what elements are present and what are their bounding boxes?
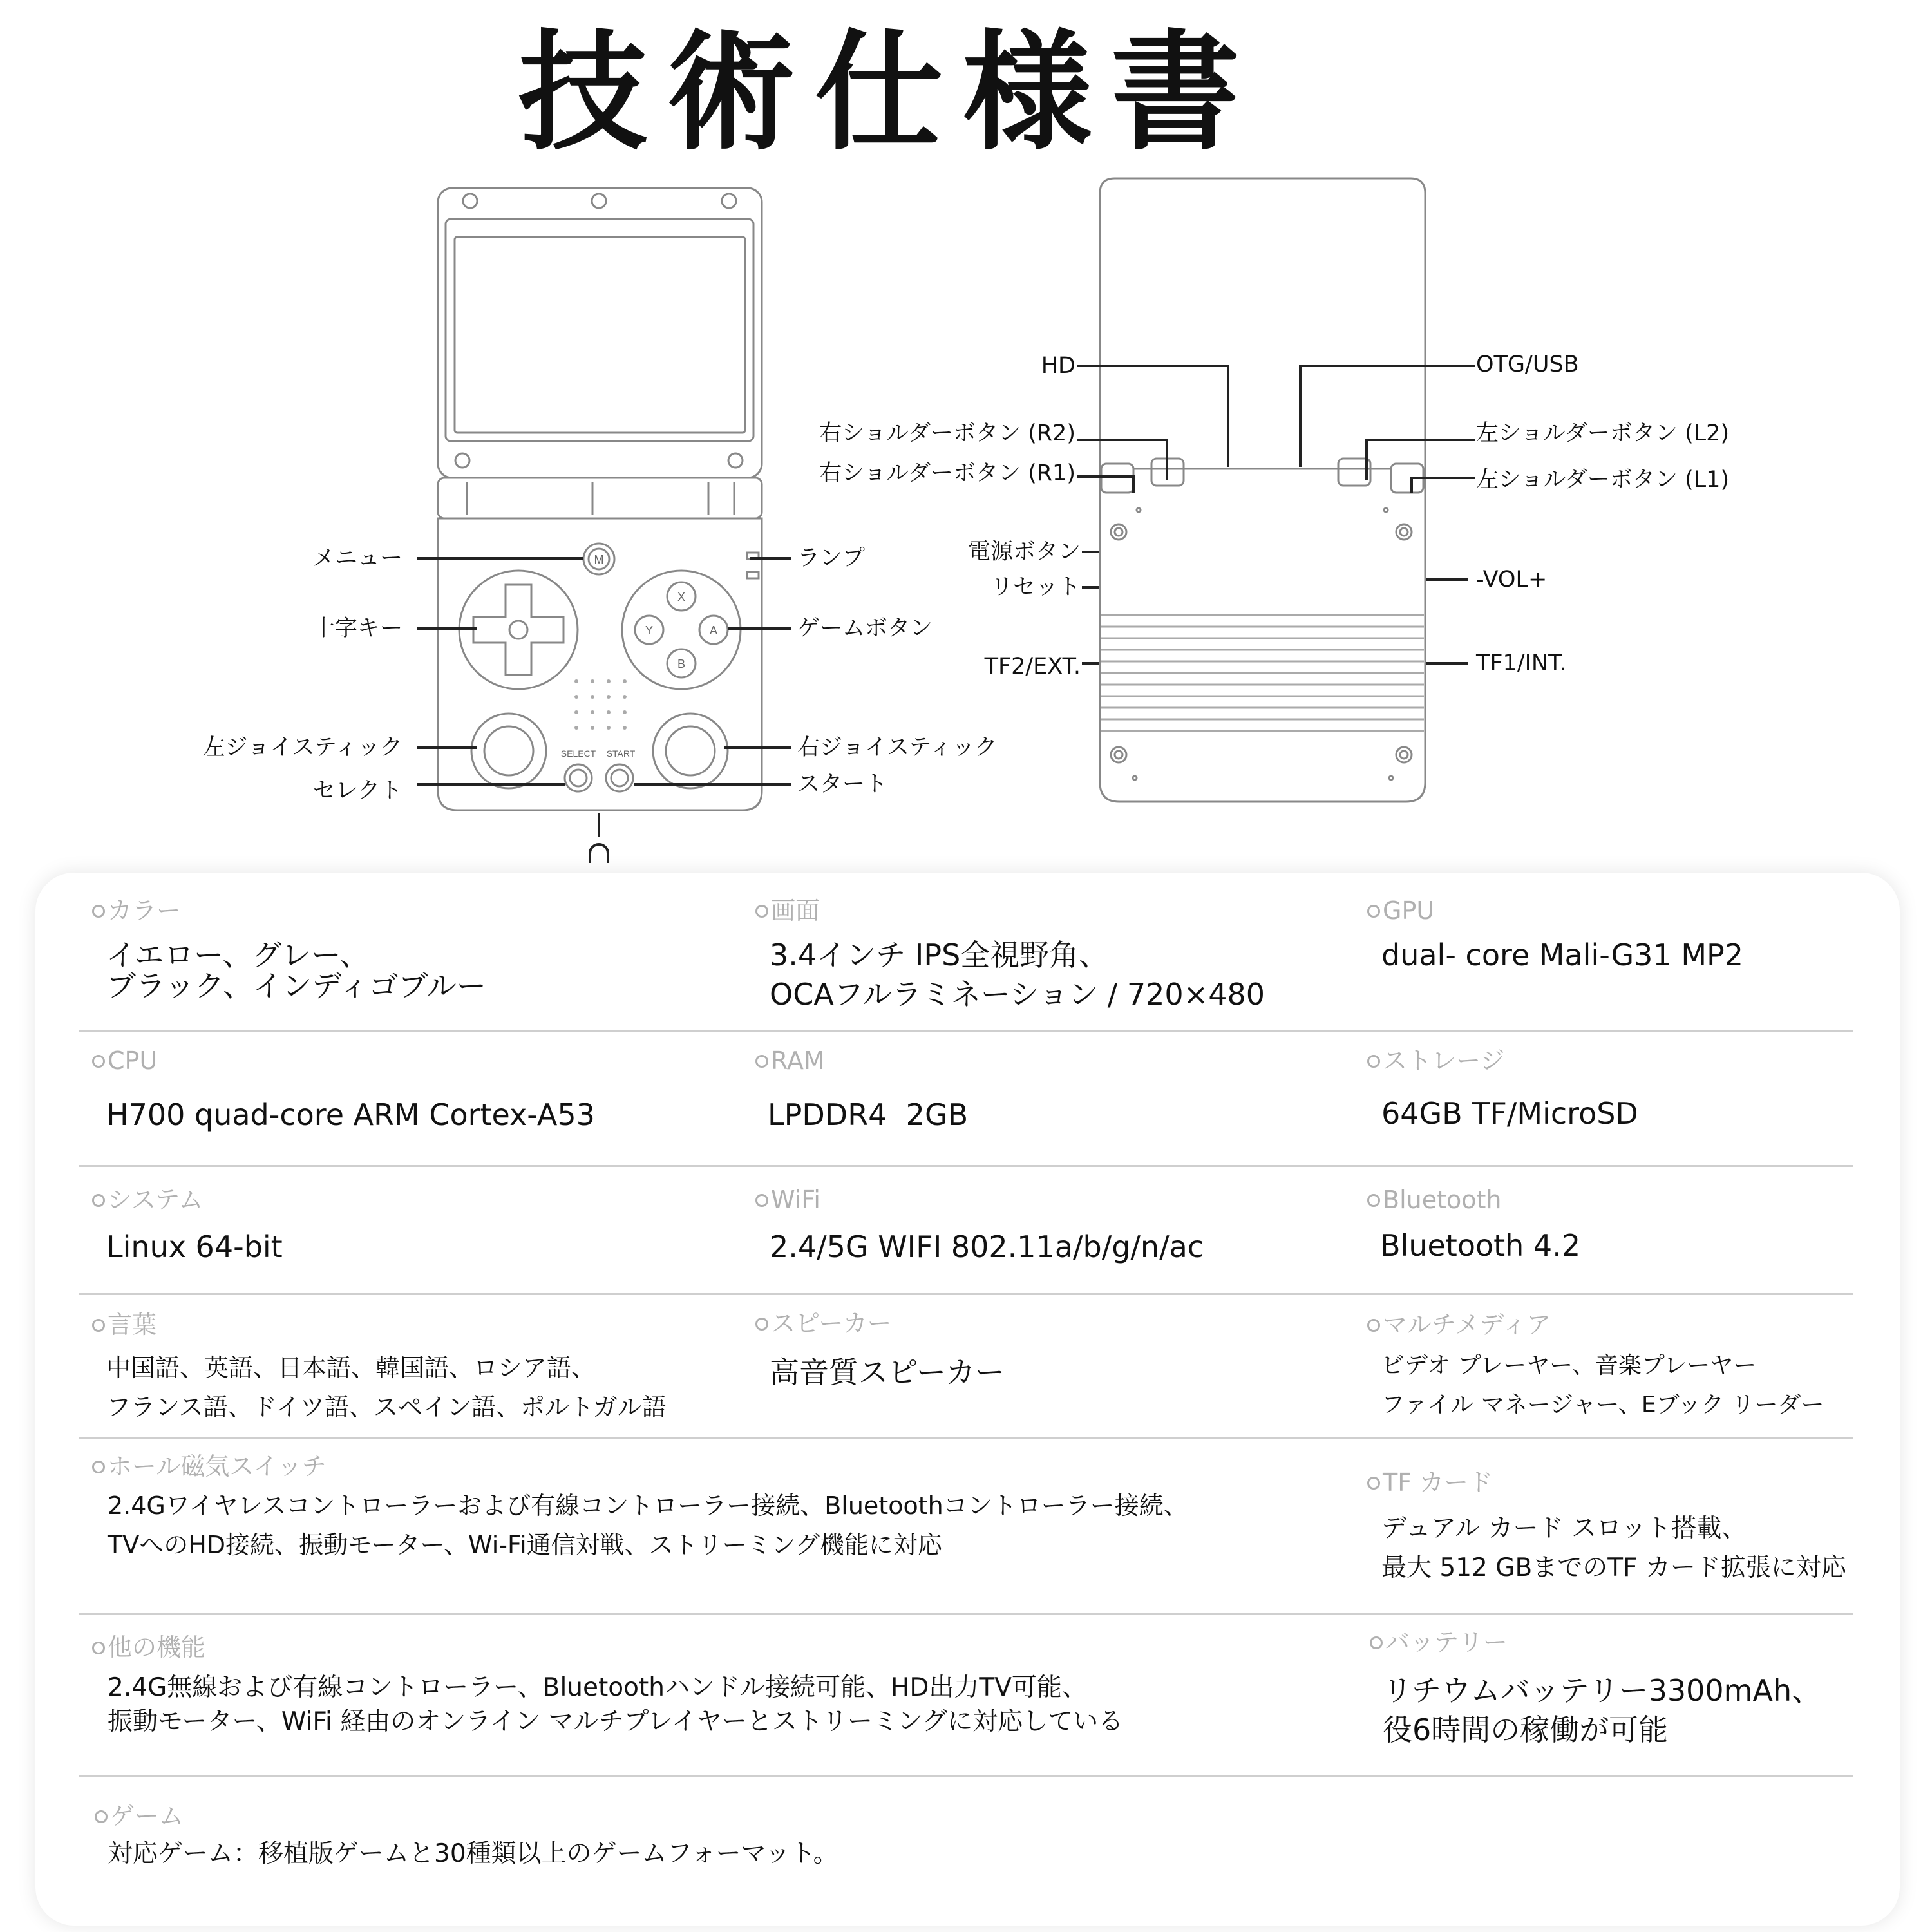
spec-label-multimedia: マルチメディア [1367,1311,1551,1339]
spec-label-system: システム [92,1186,203,1214]
spec-value-battery: リチウムバッテリー3300mAh、 役6時間の稼働が可能 [1383,1673,1822,1747]
spec-label-color: カラー [92,896,181,925]
spec-label-cpu: CPU [92,1046,157,1075]
spec-label-bluetooth: Bluetooth [1367,1186,1501,1214]
spec-value-wifi: 2.4/5G WIFI 802.11a/b/g/n/ac [770,1229,1204,1264]
spec-label-speaker: スピーカー [755,1309,892,1338]
label-select: セレクト [312,778,402,804]
start-print: START [606,748,636,759]
spec-label-game: ゲーム [95,1802,184,1830]
spec-value-system: Linux 64-bit [106,1229,283,1264]
spec-label-tf: TF カード [1367,1468,1493,1497]
divider [79,1437,1853,1439]
label-right-stick: 右ジョイスティック [797,735,998,761]
select-print: SELECT [560,748,596,759]
button-a: A [709,624,718,637]
label-r1: 右ショルダーボタン (R1) [819,460,1075,486]
label-power: 電源ボタン [967,539,1081,565]
spec-value-language: 中国語、英語、日本語、韓国語、ロシア語、 フランス語、ドイツ語、スペイン語、ポルトガル語 [106,1354,667,1421]
divider [79,1613,1853,1615]
spec-value-ram: LPDDR4 2GB [768,1097,969,1132]
label-left-stick: 左ジョイスティック [202,735,402,761]
label-tf2: TF2/EXT. [984,654,1081,679]
label-r2: 右ショルダーボタン (R2) [819,421,1075,446]
button-m: M [594,553,604,566]
spec-label-hall: ホール磁気スイッチ [92,1452,327,1481]
label-l1: 左ショルダーボタン (L1) [1476,467,1730,493]
front-device [438,188,762,810]
divider [79,1775,1853,1777]
spec-label-ram: RAM [755,1046,825,1075]
button-y: Y [645,624,654,637]
spec-label-wifi: WiFi [755,1186,820,1214]
label-menu: メニュー [312,545,402,571]
heatsink-fins [1101,615,1424,731]
label-vol: -VOL+ [1476,567,1548,592]
divider [79,1165,1853,1167]
abxy-ring [622,571,741,689]
button-x: X [677,591,686,603]
divider [79,1030,1853,1032]
spec-value-gpu: dual- core Mali-G31 MP2 [1381,938,1744,972]
dpad [473,585,564,675]
spec-value-color: イエロー、グレー、 ブラック、インディゴブルー [106,938,486,1003]
spec-value-screen: 3.4インチ IPS全視野角、 OCAフルラミネーション / 720×480 [770,938,1265,1012]
headphone-icon [590,844,608,863]
spec-value-hall: 2.4Gワイヤレスコントローラーおよび有線コントローラー接続、Bluetoothコントローラー接続、 TVへのHD接続、振動モーター、Wi-Fi通信対戦、ストリーミング機能に対応 [108,1492,1188,1559]
label-tf1: TF1/INT. [1476,650,1567,676]
spec-label-gpu: GPU [1367,896,1434,925]
button-b: B [677,658,686,670]
divider [79,1293,1853,1295]
spec-label-screen: 画面 [755,896,820,925]
spec-value-tf: デュアル カード スロット搭載、 最大 512 GBまでのTF カード拡張に対応 [1381,1514,1846,1582]
spec-value-bluetooth: Bluetooth 4.2 [1380,1228,1581,1263]
spec-value-cpu: H700 quad-core ARM Cortex-A53 [106,1097,595,1132]
label-reset: リセット [990,574,1081,600]
label-game-buttons: ゲームボタン [797,616,933,641]
back-leader-lines [1077,366,1475,663]
spec-value-multimedia: ビデオ プレーヤー、音楽プレーヤー ファイル マネージャー、Eブック リーダー [1381,1352,1824,1418]
label-l2: 左ショルダーボタン (L2) [1476,421,1730,446]
dpad-ring [459,571,578,689]
label-dpad: 十字キー [312,616,402,641]
spec-label-battery: バッテリー [1370,1628,1508,1656]
page-title: 技術仕様書 [518,18,1259,168]
spec-label-language: 言葉 [92,1311,156,1339]
label-start: スタート [797,772,888,797]
label-lamp: ランプ [797,545,866,571]
spec-value-other: 2.4G無線および有線コントローラー、Bluetoothハンドル接続可能、HD出力TV可能、 振動モーター、WiFi 経由のオンライン マルチプレイヤーとストリーミングに対応している [108,1673,1124,1736]
label-otg: OTG/USB [1476,352,1579,377]
spec-value-game: 対応ゲーム：移植版ゲームと30種類以上のゲームフォーマット。 [108,1839,838,1868]
spec-label-other: 他の機能 [92,1633,205,1662]
label-hd: HD [1041,353,1075,379]
spec-value-speaker: 高音質スピーカー [770,1355,1005,1390]
spec-label-storage: ストレージ [1367,1046,1504,1075]
spec-value-storage: 64GB TF/MicroSD [1381,1096,1638,1131]
